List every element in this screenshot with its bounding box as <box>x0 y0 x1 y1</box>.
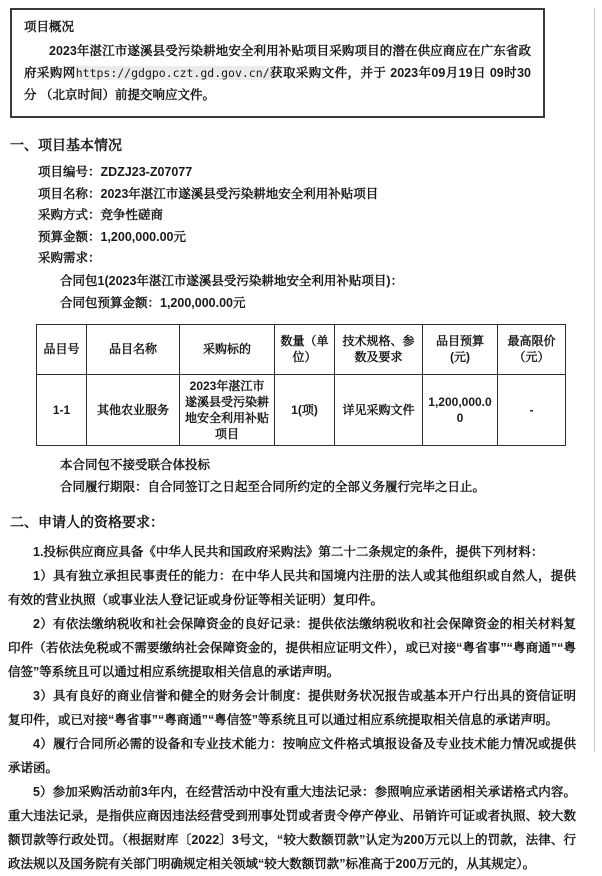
cell-max-price: - <box>498 374 566 445</box>
overview-text-prefix: 2023年湛江市遂溪县受污染耕地安全利用补贴项目采购项目的潜在供应商应在广东省政府采购网 <box>24 44 531 80</box>
project-overview-box <box>10 8 545 118</box>
cell-item-name: 其他农业服务 <box>87 374 180 445</box>
overview-title: 项目概况 <box>24 20 75 34</box>
qualification-paragraph-2: 2）有依法缴纳税收和社会保障资金的良好记录：提供依法缴纳税收和社会保障资金的相关材料复印件（若依法免税或不需要缴纳社会保障资金的，提供相应证明文件），或已对接“粤省事”“粤商通”“粤信签”等系统且可以通过相应系统提取相关信息的承诺声明。 <box>8 616 576 679</box>
qualification-paragraphs <box>0 540 602 876</box>
table-header-row <box>37 324 566 374</box>
table-row <box>37 374 566 445</box>
header-procurement-subject: 采购标的 <box>180 324 275 374</box>
project-number-line: 项目编号：ZDZJ23-Z07077 <box>38 165 193 179</box>
contract-package-line: 合同包1(2023年湛江市遂溪县受污染耕地安全利用补贴项目)： <box>60 273 404 288</box>
overview-text-suffix: 获取采购文件，并于 2023年09月19日 09时30分 （北京时间）前提交响应文件。 <box>24 66 531 102</box>
cell-item-budget: 1,200,000.00 <box>423 374 498 445</box>
header-quantity-unit: 数量（单位） <box>275 324 335 374</box>
contract-terms-lines <box>0 454 602 498</box>
cell-item-no: 1-1 <box>37 374 87 445</box>
header-item-no: 品目号 <box>37 324 87 374</box>
no-consortium-line: 本合同包不接受联合体投标 <box>60 457 211 472</box>
procurement-method-line: 采购方式：竞争性磋商 <box>38 208 164 222</box>
section2-heading: 二、申请人的资格要求： <box>10 513 164 530</box>
cell-procurement-subject: 2023年湛江市遂溪县受污染耕地安全利用补贴项目 <box>180 374 275 445</box>
procurement-url: https://gdgpo.czt.gd.gov.cn/ <box>75 66 270 80</box>
qualification-intro-paragraph: 1.投标供应商应具备《中华人民共和国政府采购法》第二十二条规定的条件，提供下列材料： <box>33 544 544 559</box>
package-budget-line: 合同包预算金额：1,200,000.00元 <box>60 295 246 310</box>
overview-paragraph <box>24 40 531 106</box>
qualification-paragraph-1: 1）具有独立承担民事责任的能力：在中华人民共和国境内注册的法人或其他组织或自然人，提供有效的营业执照（或事业法人登记证或身份证等相关证明）复印件。 <box>8 568 576 607</box>
performance-period-line: 合同履行期限：自合同签订之日起至合同所约定的全部义务履行完毕之日止。 <box>60 479 486 494</box>
header-item-name: 品目名称 <box>87 324 180 374</box>
procurement-demand-label: 采购需求： <box>38 251 101 265</box>
items-table <box>36 324 566 446</box>
qualification-paragraph-3: 3）具有良好的商业信誉和健全的财务会计制度：提供财务状况报告或基本开户行出具的资信证明复印件，或已对接“粤省事”“粤商通”“粤信签”等系统且可以通过相应系统提取相关信息的承诺声明。 <box>8 688 576 727</box>
contract-package-lines <box>0 270 602 314</box>
cell-tech-specs: 详见采购文件 <box>335 374 423 445</box>
project-name-line: 项目名称：2023年湛江市遂溪县受污染耕地安全利用补贴项目 <box>38 186 379 201</box>
header-tech-specs: 技术规格、参数及要求 <box>335 324 423 374</box>
budget-amount-line: 预算金额：1,200,000.00元 <box>38 229 186 244</box>
project-info-lines <box>0 162 602 270</box>
header-max-price: 最高限价（元） <box>498 324 566 374</box>
section1-heading: 一、项目基本情况 <box>10 137 122 153</box>
document-page <box>0 8 602 871</box>
page-edge-divider <box>594 8 595 752</box>
cell-quantity-unit: 1(项) <box>275 374 335 445</box>
qualification-paragraph-5: 5）参加采购活动前3年内，在经营活动中没有重大违法记录：参照响应承诺函相关承诺格式内容。重大违法记录，是指供应商因违法经营受到刑事处罚或者责令停产停业、吊销许可证或者执照、较大数额罚款等行政处罚。（根据财库〔2022〕3号文，“较大数额罚款”认定为200万元以上的罚款，法律、行政法规以及国务院有关部门明确规定相关领域“较大数额罚款”标准高于200万元的，从其规定）。 <box>8 784 576 871</box>
qualification-paragraph-4: 4）履行合同所必需的设备和专业技术能力：按响应文件格式填报设备及专业技术能力情况或提供承诺函。 <box>8 736 576 775</box>
header-item-budget: 品目预算(元) <box>423 324 498 374</box>
